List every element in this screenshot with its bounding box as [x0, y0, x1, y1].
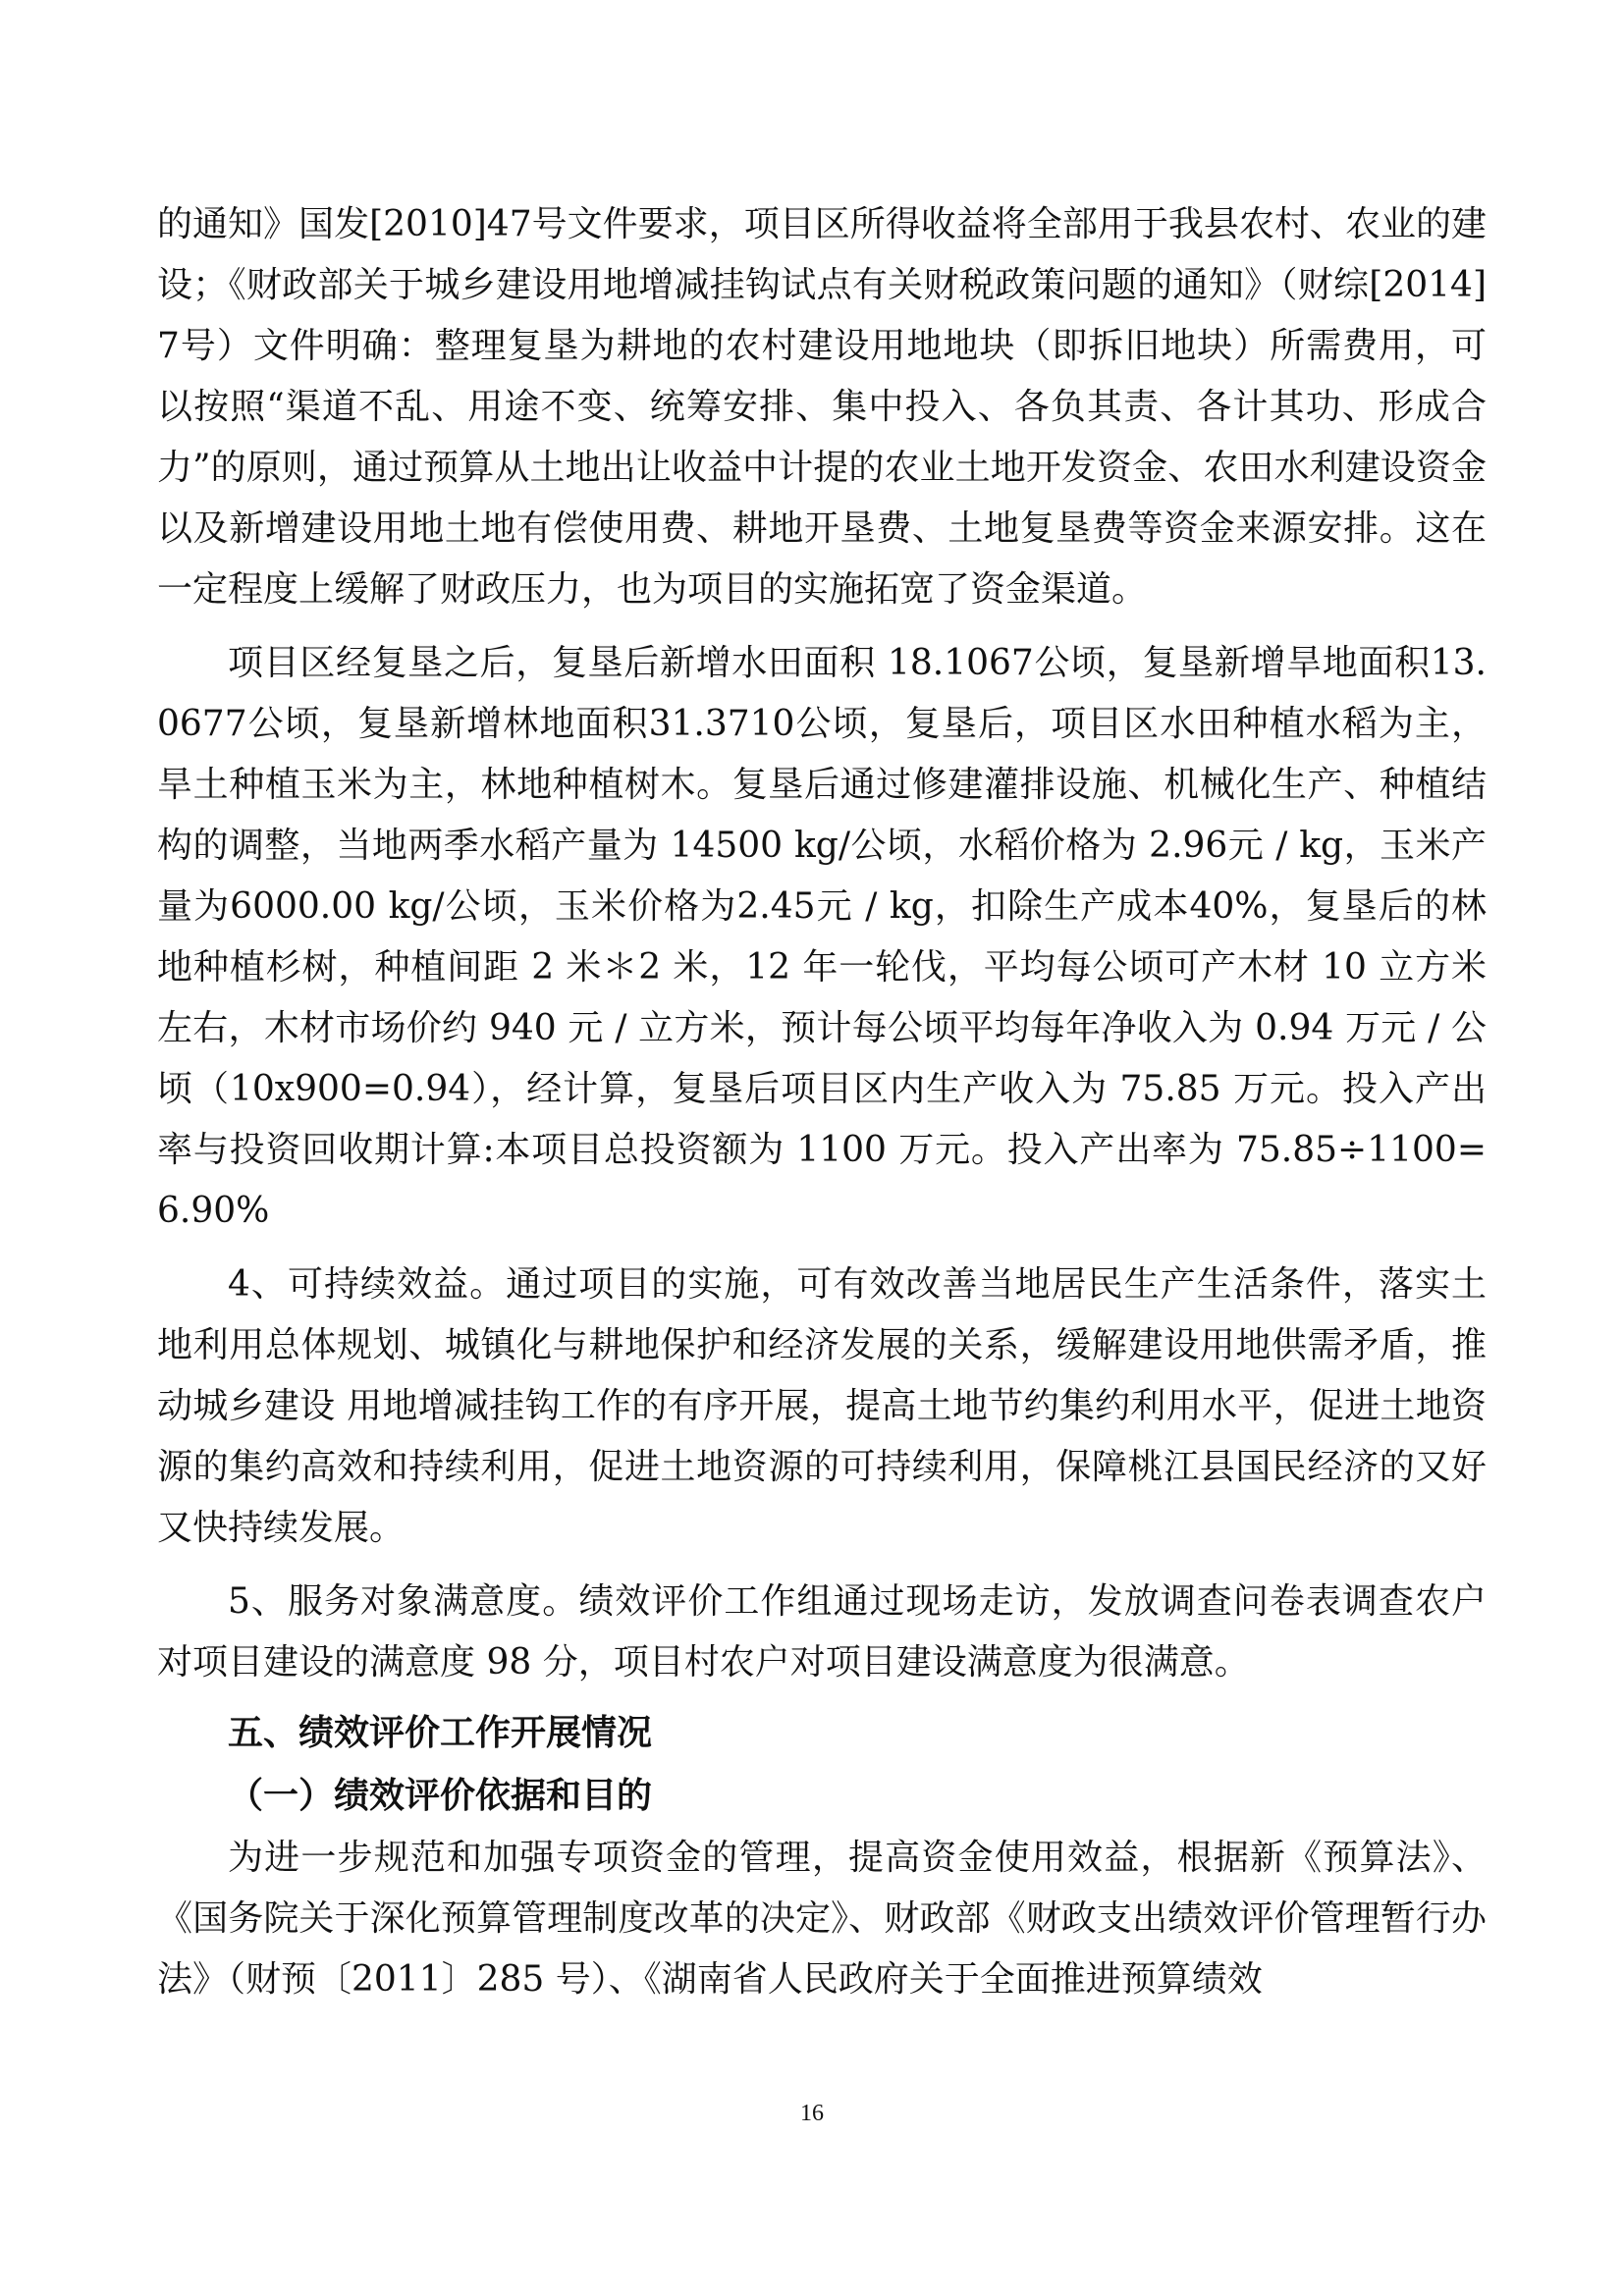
- paragraph-evaluation-basis: 为进一步规范和加强专项资金的管理，提高资金使用效益，根据新《预算法》、《国务院关于深化预算管理制度改革的决定》、财政部《财政支出绩效评价管理暂行办法》（财预〔2011〕285 号）、《湖南省人民政府关于全面推进预算绩效: [157, 1838, 1487, 2000]
- section-heading: 五、绩效评价工作开展情况: [228, 1712, 653, 1753]
- page-body: [157, 194, 1487, 2010]
- subsection-heading: （一）绩效评价依据和目的: [228, 1775, 653, 1816]
- paragraph-economic-benefit: 项目区经复垦之后，复垦后新增水田面积 18.1067公顷，复垦新增旱地面积13.0677公顷，复垦新增林地面积31.3710公顷，复垦后，项目区水田种植水稻为主，旱土种植玉米为主，林地种植树木。复垦后通过修建灌排设施、机械化生产、种植结构的调整，当地两季水稻产量为 14500 kg/公顷，水稻价格为 2.96元 / kg，玉米产量为6000.00 kg/公顷，玉米价格为2.45元 / kg，扣除生产成本40%，复垦后的林地种植杉树，种植间距 2 米＊2 米，12 年一轮伐，平均每公顷可产木材 10 立方米左右，木材市场价约 940 元 / 立方米，预计每公顷平均每年净收入为 0.94 万元 / 公顷（10x900=0.94），经计算，复垦后项目区内生产收入为 75.85 万元。投入产出率与投资回收期计算:本项目总投资额为 1100 万元。投入产出率为 75.85÷1100=6.90%: [157, 643, 1487, 1231]
- paragraph-satisfaction: 5、服务对象满意度。绩效评价工作组通过现场走访，发放调查问卷表调查农户对项目建设的满意度 98 分，项目村农户对项目建设满意度为很满意。: [157, 1581, 1487, 1682]
- page-number: 16: [800, 2101, 824, 2126]
- paragraph-sustainable-benefit: 4、可持续效益。通过项目的实施，可有效改善当地居民生产生活条件，落实土地利用总体规划、城镇化与耕地保护和经济发展的关系，缓解建设用地供需矛盾，推动城乡建设 用地增减挂钩工作的有序开展，提高土地节约集约利用水平，促进土地资源的集约高效和持续利用，促进土地资源的可持续利用，保障桃江县国民经济的又好又快持续发展。: [157, 1264, 1487, 1548]
- paragraph-fund-policy: 的通知》国发[2010]47号文件要求，项目区所得收益将全部用于我县农村、农业的建设；《财政部关于城乡建设用地增减挂钩试点有关财税政策问题的通知》（财综[2014]7号）文件明确：整理复垦为耕地的农村建设用地地块（即拆旧地块）所需费用，可以按照“渠道不乱、用途不变、统筹安排、集中投入、各负其责、各计其功、形成合力”的原则，通过预算从土地出让收益中计提的农业土地开发资金、农田水利建设资金以及新增建设用地土地有偿使用费、耕地开垦费、土地复垦费等资金来源安排。这在一定程度上缓解了财政压力，也为项目的实施拓宽了资金渠道。: [157, 204, 1487, 610]
